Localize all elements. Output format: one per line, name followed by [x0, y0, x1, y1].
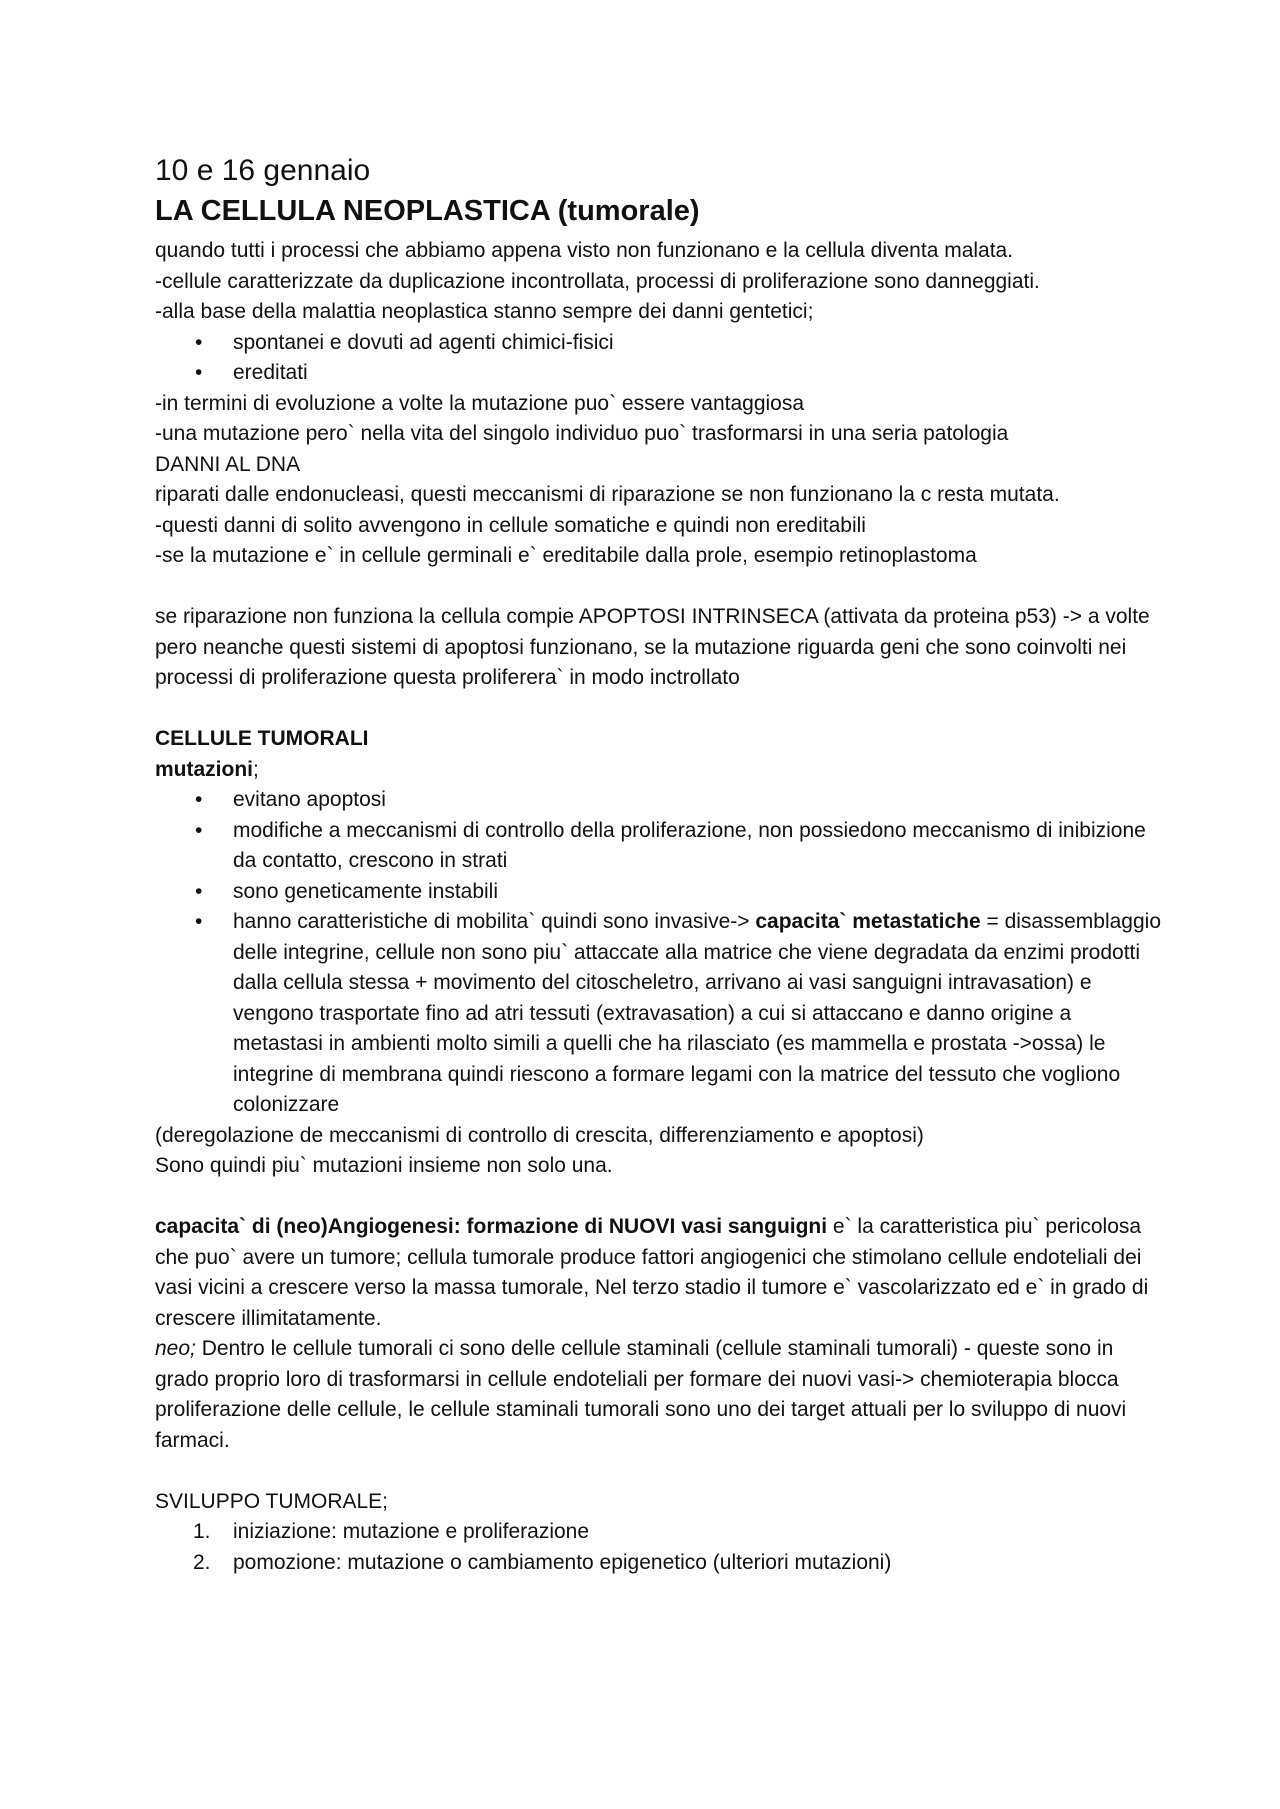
page-date: 10 e 16 gennaio [155, 154, 371, 187]
multiple-mutations-note: Sono quindi piu` mutazioni insieme non solo una. [155, 1154, 613, 1177]
list-item: • evitano apoptosi [233, 785, 1165, 816]
dna-damage-heading: DANNI AL DNA [155, 452, 301, 476]
angiogenesis-bold: capacita` di (neo)Angiogenesi: formazione di NUOVI vasi sanguigni [155, 1215, 828, 1238]
list-number: 2. [193, 1550, 211, 1574]
tumor-cells-heading-text: CELLULE TUMORALI [155, 727, 369, 750]
document-content [155, 150, 1165, 1578]
list-item: • sono geneticamente instabili [233, 877, 1165, 908]
page-title: LA CELLULA NEOPLASTICA (tumorale) [155, 195, 700, 227]
list-item [193, 1548, 1165, 1579]
list-item: • ereditati [233, 358, 1165, 389]
dna-line-2: -questi danni di solito avvengono in cellule somatiche e quindi non ereditabili [155, 513, 866, 537]
list-item: • spontanei e dovuti ad agenti chimici-fisici [233, 328, 1165, 359]
angiogenesis-paragraph [155, 1212, 1165, 1334]
list-item [233, 907, 1165, 1121]
neo-paragraph [155, 1334, 1165, 1456]
metastasis-pre: hanno caratteristiche di mobilita` quindi sono invasive-> [233, 910, 756, 933]
neo-text: Dentro le cellule tumorali ci sono delle cellule staminali (cellule staminali tumorali) - queste sono in grado proprio loro di trasformarsi in cellule endoteliali per formare dei nuovi vasi-> chemioterapia blocca proliferazione delle cellule, le cellule staminali tumorali sono uno dei target attuali per lo sviluppo di nuovi farmaci. [155, 1337, 1127, 1452]
intro-line-1: quando tutti i processi che abbiamo appena visto non funzionano e la cellula diventa malata. [155, 239, 1014, 262]
neo-label: neo; [155, 1337, 196, 1360]
list-text: iniziazione: mutazione e proliferazione [233, 1520, 590, 1543]
intro-line-2: -cellule caratterizzate da duplicazione incontrollata, processi di proliferazione sono danneggiati. [155, 269, 1040, 293]
apoptosis-paragraph: se riparazione non funziona la cellula compie APOPTOSI INTRINSECA (attivata da proteina p53) -> a volte pero neanche questi sistemi di apoptosi funzionano, se la mutazione riguarda geni che sono coinvolti nei processi di proliferazione questa proliferera` in modo inctrollato [155, 605, 1150, 689]
list-number: 1. [193, 1520, 211, 1543]
tumor-cells-heading [155, 724, 1165, 755]
dna-line-3: -se la mutazione e` in cellule germinali e` ereditabile dalla prole, esempio retinoplastoma [155, 544, 977, 567]
intro-line-5: -una mutazione pero` nella vita del singolo individuo puo` trasformarsi in una seria patologia [155, 422, 1009, 445]
list-item: • modifiche a meccanismi di controllo della proliferazione, non possiedono meccanismo di inibizione da contatto, crescono in strati [233, 816, 1165, 877]
list-text: pomozione: mutazione o cambiamento epigenetico (ulteriori mutazioni) [233, 1550, 892, 1574]
list-item [193, 1517, 1165, 1548]
metastasis-bold: capacita` metastatiche [755, 910, 981, 933]
mutations-label-suffix: ; [253, 757, 259, 781]
mutations-list [155, 785, 1165, 1121]
genetic-damage-list [155, 328, 1165, 389]
mutations-label-bold: mutazioni [155, 757, 253, 781]
angiogenesis-text: e` la caratteristica piu` pericolosa che puo` avere un tumore; cellula tumorale produce fattori angiogenici che stimolano cellule endoteliali dei vasi vicini a crescere verso la massa tumorale, Nel terzo stadio il tumore e` vascolarizzato ed e` in grado di crescere illimitatamente. [155, 1215, 1149, 1330]
tumor-development-heading: SVILUPPO TUMORALE; [155, 1489, 389, 1513]
metastasis-post: = disassemblaggio delle integrine, cellule non sono piu` attaccate alla matrice che viene degradata da enzimi prodotti dalla cellula stessa + movimento del citoscheletro, arrivano ai vasi sanguigni intravasation) e vengono trasportate fino ad atri tessuti (extravasation) a cui si attaccano e danno origine a metastasi in ambienti molto simili a quelli che ha rilasciato (es mammella e prostata ->ossa) le integrine di membrana quindi riescono a formare legami con la matrice del tessuto che vogliono colonizzare [233, 910, 1162, 1116]
development-list [155, 1517, 1165, 1578]
intro-line-4: -in termini di evoluzione a volte la mutazione puo` essere vantaggiosa [155, 391, 805, 415]
mutations-label [155, 755, 1165, 786]
deregulation-note: (deregolazione de meccanismi di controllo di crescita, differenziamento e apoptosi) [155, 1123, 924, 1147]
dna-line-1: riparati dalle endonucleasi, questi meccanismi di riparazione se non funzionano la c resta mutata. [155, 483, 1060, 506]
intro-line-3: -alla base della malattia neoplastica stanno sempre dei danni gentetici; [155, 300, 814, 323]
